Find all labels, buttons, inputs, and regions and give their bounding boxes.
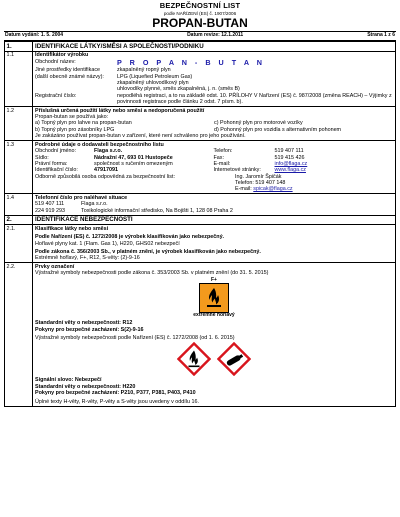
ghs02-flame-icon	[177, 342, 211, 376]
page-number: Strana 1 z 6	[367, 32, 395, 39]
issue-date: Datum vydání: 1. 5. 2004	[5, 32, 64, 39]
trade-name: P R O P A N - B U T A N	[117, 57, 265, 67]
supplier-details: Obchodní jméno: Flaga s.r.o. Telefon: 519 407 111 Sídlo: Nádražní 47, 693 01 Hustopeče Fax: 519 415 426 Právní forma: společnost s ručením omezeným E-mail: info@flaga.cz Identifikační číslo: 47917091 Internetové stránky: www.flaga.cz	[35, 148, 393, 174]
document-subtitle: podle NAŘÍZENÍ (ES) č. 1907/2006	[163, 10, 237, 16]
section-1-1-title: Identifikátor výrobku	[35, 52, 89, 59]
section-1-heading: 1. IDENTIFIKACE LÁTKY/SMĚSI A SPOLEČNOSTI/PODNIKU	[5, 41, 395, 51]
old-hazard-symbol: F+ extrémně hořlavý	[193, 276, 235, 319]
registration-number: nepodléhá registraci, a to na základě odst. 10. PŘÍLOHY V Nařízení (ES) č. 987/2008 (změna REACH) – Výjimky z povinnosti registrace podle článku 2 odst. 7 písm. b).	[117, 92, 392, 106]
section-2-1: 2.1. Klasifikace látky nebo směsi Podle Nařízení (ES) č. 1272/2008 je výrobek klasifikován jako nebezpečný. Hořlavé plyny kat. 1 (Flam. Gas 1), H220, GHS02 nebezpečí Podle zákona č. 356/2003 Sb., v platném znění, je výrobek klasifikován jako nebezpečný. Extrémně hořlavý, F+, R12, S-věty: (2)-9-16	[5, 224, 395, 262]
section-2-2: 2.2. Prvky označení Výstražné symboly nebezpečnosti podle zákona č. 353/2003 Sb. v platném znění (do 31. 5. 2015) F+ extrémně hořlavý Standardní věty o nebezpečnosti: R12 Pokyny pro bezpečné zacházení: S(2)-9-16 Výstražné symboly nebezpečnosti podle Nařízení (ES) č. 1272/2008 (od 1. 6. 2015) Signální slovo: Nebezpečí Standardní věty o nebezpečnosti: H220 Pokyny pro bezpečné zacházení: P210, P377, P381, P403, P410 Úplné texty H-věty, R-věty, P-věty a S-věty jsou uvedeny v oddílu 16.	[5, 262, 395, 405]
ghs-pictograms	[35, 342, 393, 376]
supplier-website-link[interactable]: www.flaga.cz	[274, 167, 306, 174]
document-title: BEZPEČNOSTNÍ LIST	[159, 1, 241, 10]
section-2-heading: 2. IDENTIFIKACE NEBEZPEČNOSTI	[5, 215, 395, 225]
ghs04-gas-cylinder-icon	[217, 342, 251, 376]
contact-email-link[interactable]: spicak@flaga.cz	[253, 186, 293, 193]
flame-icon	[199, 283, 229, 313]
section-1-4: 1.4 Telefonní číslo pro naléhavé situace 519 407 111 Flaga s.r.o. 224 919 293 Toxikologické informační středisko, Na Bojišti 1, 128 08 Praha 2	[5, 193, 395, 214]
safety-data-sheet-page	[4, 2, 396, 513]
content-table	[4, 41, 396, 406]
other-names: zkapalněný ropný plyn LPG (Liquefied Petroleum Gas) zkapalněný uhlovodíkový plyn uhlovodíky plynné, směs zkapalněná, j. n. (směs B)	[117, 67, 240, 93]
section-1-1: 1.1 Identifikátor výrobku Obchodní název: P R O P A N - B U T A N Jiné prostředky identifikace (další obecně známé názvy): zkapalněný ropný plyn LPG (Liquefied Petroleum Gas) zkapalněný uhlovodíkový plyn uhlovodíky plynné, směs zkapalněná, j. n. (směs B) Registrační číslo: nepodléhá registraci, a to na základě odst. 10. PŘÍLOHY V Nařízení (ES) č. 987/2008 (změna REACH) – Výjimky z povinnosti registrace podle článku 2 odst. 7 písm. b).	[5, 51, 395, 106]
section-1-3: 1.3 Podrobné údaje o dodavateli bezpečnostního listu Obchodní jméno: Flaga s.r.o. Telefon: 519 407 111 Sídlo: Nádražní 47, 693 01 Hustopeče Fax: 519 415 426 Právní forma: společnost s ručením omezeným E-mail: info@flaga.cz Identifikační číslo: 47917091 Internetové stránky: www.flaga.cz Odborně způsobilá osoba odpovědná za bezpečnostní list: Ing. Jaromír Špičák Telefon: 519 407 148 E-mail: spicak@flaga.cz	[5, 140, 395, 193]
section-1-2: 1.2 Příslušná určená použití látky nebo směsi a nedoporučená použití Propan-butan se používá jako: a) Topný plyn pro lahve na propan-butan c) Pohonný plyn pro motorové vozíky b) Topný plyn pro zásobníky LPG d) Pohonný plyn pro vozidla s alternativním pohonem Je zakázáno používat propan-butan v zařízení, které není schváleno pro jeho používání.	[5, 106, 395, 140]
product-name: PROPAN-BUTAN	[152, 16, 248, 31]
revision-date: Datum revize: 12.1.2011	[187, 32, 244, 39]
document-meta-bar	[4, 31, 396, 41]
supplier-email-link[interactable]: info@flaga.cz	[274, 160, 308, 167]
